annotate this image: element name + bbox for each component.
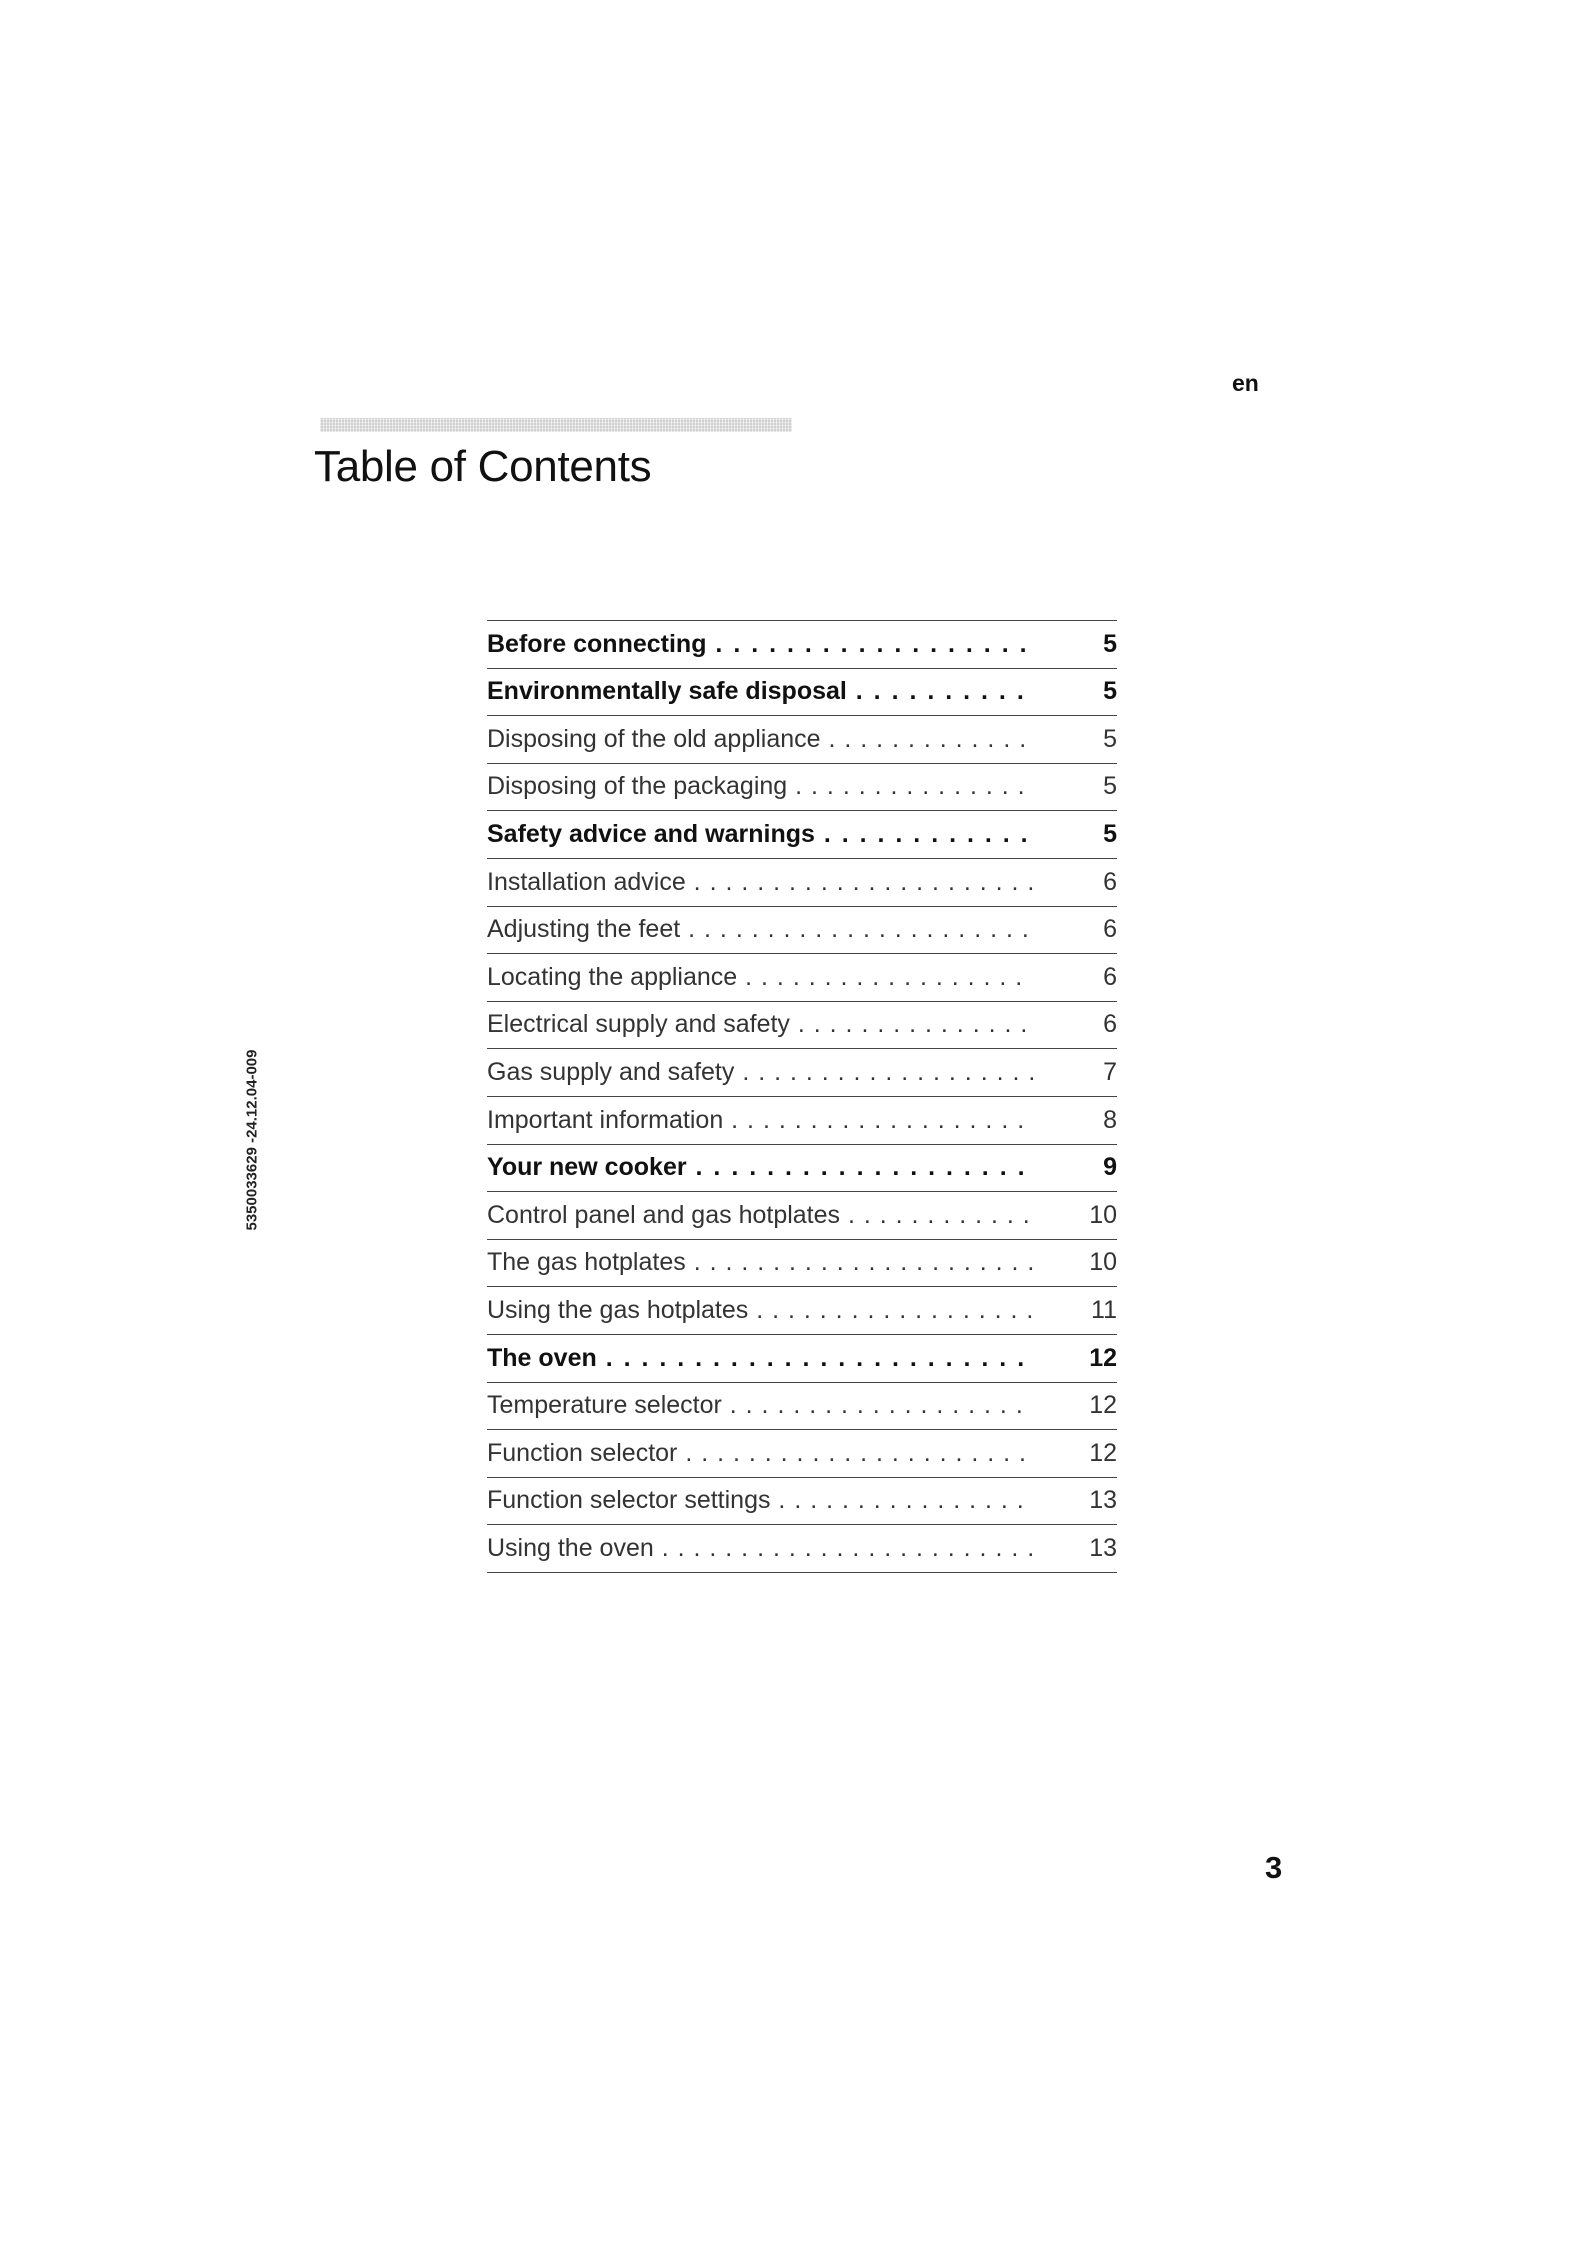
toc-entry-label: The gas hotplates . . .: [487, 1248, 1033, 1277]
toc-entry[interactable]: [487, 1192, 1117, 1240]
toc-entry[interactable]: [487, 1525, 1117, 1573]
table-of-contents: [487, 620, 1117, 1573]
toc-entry-label: Control panel and gas hotplates . . .: [487, 1201, 1033, 1230]
toc-entry-page: 12: [1089, 1438, 1117, 1467]
document-code: 5350033629 -24.12.04-009: [243, 1049, 261, 1231]
toc-entry-page: 6: [1103, 915, 1117, 944]
toc-entry[interactable]: [487, 1478, 1117, 1526]
toc-entry-page: 6: [1103, 1010, 1117, 1039]
toc-entry[interactable]: [487, 1430, 1117, 1478]
toc-entry-page: 12: [1089, 1343, 1117, 1372]
toc-entry[interactable]: [487, 669, 1117, 717]
toc-entry-label: Environmentally safe disposal . . .: [487, 677, 1033, 706]
toc-entry-page: 5: [1103, 677, 1117, 706]
toc-entry-page: 12: [1089, 1391, 1117, 1420]
toc-entry-label: The oven . . .: [487, 1344, 1033, 1373]
toc-entry-page: 7: [1103, 1057, 1117, 1086]
toc-entry-page: 8: [1103, 1105, 1117, 1134]
toc-entry-label: Installation advice . . .: [487, 868, 1033, 897]
toc-entry[interactable]: [487, 1097, 1117, 1145]
toc-entry[interactable]: [487, 716, 1117, 764]
language-tag: en: [1232, 370, 1259, 396]
toc-entry-label: Function selector settings . . .: [487, 1486, 1033, 1515]
title-decoration-bar: [320, 418, 792, 432]
toc-entry-label: Disposing of the packaging . . .: [487, 772, 1033, 801]
toc-entry[interactable]: [487, 907, 1117, 955]
toc-entry-label: Safety advice and warnings . . .: [487, 820, 1033, 849]
toc-entry-label: Disposing of the old appliance . . .: [487, 725, 1033, 754]
toc-entry[interactable]: [487, 621, 1117, 669]
toc-entry-page: 9: [1103, 1153, 1117, 1182]
toc-entry[interactable]: [487, 954, 1117, 1002]
toc-entry-page: 6: [1103, 867, 1117, 896]
toc-entry-label: Before connecting . . .: [487, 630, 1033, 659]
toc-entry[interactable]: [487, 811, 1117, 859]
toc-entry-label: Using the gas hotplates . . .: [487, 1296, 1033, 1325]
toc-entry-label: Function selector . . .: [487, 1439, 1033, 1468]
toc-entry-label: Adjusting the feet . . .: [487, 915, 1033, 944]
toc-entry-label: Electrical supply and safety . . .: [487, 1010, 1033, 1039]
toc-entry-label: Your new cooker . . .: [487, 1153, 1033, 1182]
toc-entry-page: 5: [1103, 819, 1117, 848]
toc-entry-page: 10: [1089, 1248, 1117, 1277]
toc-entry[interactable]: [487, 1049, 1117, 1097]
toc-entry-label: Using the oven . . .: [487, 1534, 1033, 1563]
toc-entry-page: 5: [1103, 724, 1117, 753]
page-title: Table of Contents: [314, 442, 652, 491]
toc-entry[interactable]: [487, 764, 1117, 812]
toc-entry-page: 6: [1103, 962, 1117, 991]
toc-entry[interactable]: [487, 1002, 1117, 1050]
toc-entry[interactable]: [487, 1240, 1117, 1288]
toc-entry-page: 13: [1089, 1533, 1117, 1562]
toc-entry-label: Important information . . .: [487, 1106, 1033, 1135]
toc-entry-page: 10: [1089, 1200, 1117, 1229]
toc-entry[interactable]: [487, 1383, 1117, 1431]
toc-entry[interactable]: [487, 1335, 1117, 1383]
toc-entry-label: Locating the appliance . . .: [487, 963, 1033, 992]
page-number: 3: [1265, 1850, 1283, 1885]
toc-entry-page: 5: [1103, 629, 1117, 658]
toc-entry[interactable]: [487, 1287, 1117, 1335]
toc-entry[interactable]: [487, 1145, 1117, 1193]
toc-entry-page: 13: [1089, 1486, 1117, 1515]
toc-entry-label: Temperature selector . . .: [487, 1391, 1033, 1420]
toc-entry[interactable]: [487, 859, 1117, 907]
toc-entry-page: 11: [1091, 1295, 1117, 1324]
toc-entry-page: 5: [1103, 772, 1117, 801]
toc-entry-label: Gas supply and safety . . .: [487, 1058, 1033, 1087]
